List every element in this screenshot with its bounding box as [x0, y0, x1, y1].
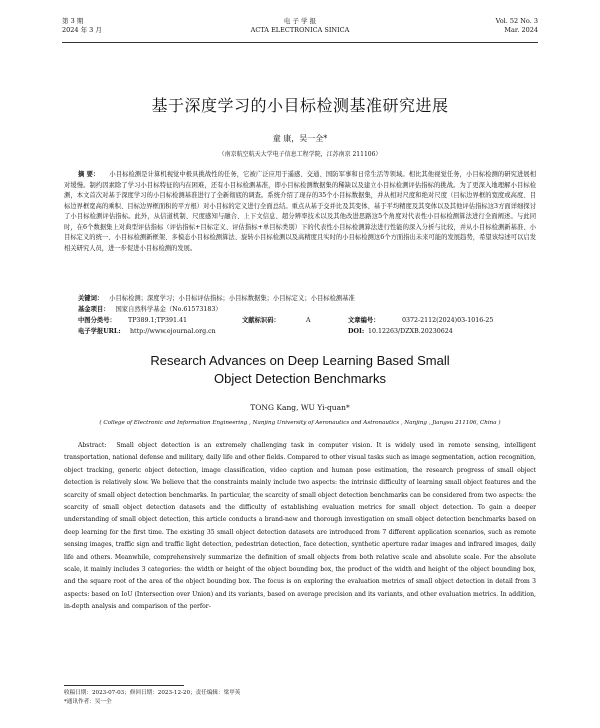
date-en: Mar. 2024 — [504, 26, 538, 34]
journal-en: ACTA ELECTRONICA SINICA — [250, 26, 350, 34]
header-right — [496, 17, 538, 35]
issue-cn: 第 3 期 — [62, 17, 84, 25]
footnote — [64, 689, 240, 707]
classification-row — [64, 316, 536, 327]
article-no-label: 文章编号： — [348, 317, 380, 324]
footnote-dates: 收稿日期：2023-07-03；修回日期：2023-12-20；责任编辑：梁甲英 — [64, 690, 241, 696]
journal-cn: 电 子 学 报 — [283, 17, 317, 25]
abstract-en-text: Small object detection is an extremely challenging task in computer vision. It is widely used in remote sensing, intelligent transportation, national defense and military, daily life and other fields. Compared to other visual tasks such as image segmentation, action recognition, object tracking, generic object detection, image classification, video caption and human pose estimation, the research progress of small object detection is relatively slow. We believe that the constraints mainly include two aspects: the intrinsic difficulty of learning small object features and the scarcity of small object detection benchmarks. In particular, the scarcity of small object detection benchmarks can be considered from two aspects: the scarcity of small object detection datasets and the difficulty of establishing evaluation metrics for small object detection. To gain a deeper understanding of small object detection, this article conducts a brand-new and thorough investigation on small object detection benchmarks based on deep learning for the first time. The existing 35 small object detection datasets are introduced from 7 different application scenarios, such as remote sensing images, traffic sign and traffic light detection, pedestrian detection, face detection, synthetic aperture radar images and infrared images, daily life and others. Meanwhile, comprehensively summarize the definition of small objects from both relative scale and absolute scale. For the absolute scale, it mainly includes 3 categories: the width or height of the object bounding box, the product of the width and height of the object bounding box, and the square root of the area of the object bounding box. The focus is on exploring the evaluation metrics of small object detection in detail from 3 aspects: based on IoU (Intersection over Union) and its variants, based on average precision and its variants, and other evaluation metrics. In addition, in-depth analysis and comparison of the perfor- — [64, 442, 536, 611]
abstract-en — [64, 440, 536, 614]
header-rule — [62, 42, 538, 43]
footnote-corresponding: *通讯作者：吴一全 — [64, 699, 112, 705]
fund-info — [64, 305, 536, 316]
fund-label: 基金项目： — [78, 306, 110, 313]
title-en-line-2: Object Detection Benchmarks — [214, 371, 386, 386]
clc-value: TP389.1;TP391.41 — [128, 317, 188, 324]
url-doi-row — [64, 327, 536, 338]
keywords-cn-text: 小目标检测；深度学习；小目标评估指标；小目标数据集；小目标定义；小目标检测基准 — [109, 295, 355, 302]
fund-text: 国家自然科学基金（No.61573183） — [115, 306, 222, 313]
date-cn: 2024 年 3 月 — [62, 26, 102, 34]
url-label: 电子学报URL: — [78, 328, 121, 335]
abstract-cn-text: 小目标检测是计算机视觉中极具挑战性的任务，它被广泛应用于遥感、交通、国防军事和日常生活等领域。相比其他视觉任务，小目标检测的研究进展相对缓慢。制约因素除了学习小目标特征的内在困难，还有小目标检测基准，即小目标检测数据集的稀缺以及建立小目标检测评估指标的挑战。为了更深入地理解小目标检测，本文首次对基于深度学习的小目标检测基准进行了全新彻底的调查。系统介绍了现存的35个小目标数据集，并从相对尺度和绝对尺度（目标边界框的宽度或高度、目标边界框宽高的乘积、目标边界框面积的平方根）对小目标的定义进行全面总结。重点从基于交并比及其变体、基于平均精度及其变体以及其他评估指标这3方面详细探讨了小目标检测评估指标。此外，从信道机制、尺度感知与融合、上下文信息、超分辨率技术以及其他改进思路这5个角度对代表性小目标检测算法进行全面阐述。与此同时，在6个数据集上对典型评估指标（评估指标+目标定义、评估指标+单目标类别）下的代表性小目标检测算法进行性能的深入分析与比较，并从小目标检测新基准、小目标定义的统一、小目标检测新框架、多模态小目标检测算法、旋转小目标检测以及高精度且实时的小目标检测这6个方面指出未来可能的发展趋势，希望该综述可以启发相关研究人员，进一步促进小目标检测的发展。 — [64, 171, 536, 252]
volume: Vol. 52 No. 3 — [495, 17, 538, 25]
footnote-rule — [64, 685, 184, 686]
affiliation-cn: （南京航空航天大学电子信息工程学院，江苏南京 211106） — [218, 151, 382, 158]
abstract-en-label: Abstract: — [78, 442, 107, 449]
clc-label: 中图分类号： — [78, 317, 116, 324]
doi-label: DOI: — [348, 328, 365, 335]
journal-url-link[interactable]: http://www.ejournal.org.cn — [130, 328, 216, 335]
doi-value[interactable]: 10.12263/DZXB.20230624 — [368, 328, 453, 335]
paper-title-en — [0, 352, 600, 388]
header-center — [62, 17, 538, 35]
title-en-line-1: Research Advances on Deep Learning Based Small — [150, 353, 450, 368]
article-no-value: 0372-2112(2024)03-1016-25 — [402, 317, 494, 324]
doc-code-label: 文献标识码： — [242, 317, 280, 324]
abstract-cn — [64, 170, 536, 254]
affiliation-en: ( College of Electronic and Information Engineering , Nanjing University of Aeronautics and Astronautics , Nanjing , Jiangsu 211106, China ) — [99, 420, 501, 426]
abstract-cn-label: 摘 要： — [78, 171, 100, 178]
keywords-cn — [64, 294, 536, 305]
doc-code-value: A — [306, 317, 311, 324]
keywords-cn-label: 关键词： — [78, 295, 104, 302]
authors-cn: 童 康，吴一全* — [272, 134, 328, 143]
paper-title-cn: 基于深度学习的小目标检测基准研究进展 — [151, 96, 449, 115]
authors-en: TONG Kang, WU Yi-quan* — [250, 403, 350, 412]
running-header — [62, 17, 538, 41]
